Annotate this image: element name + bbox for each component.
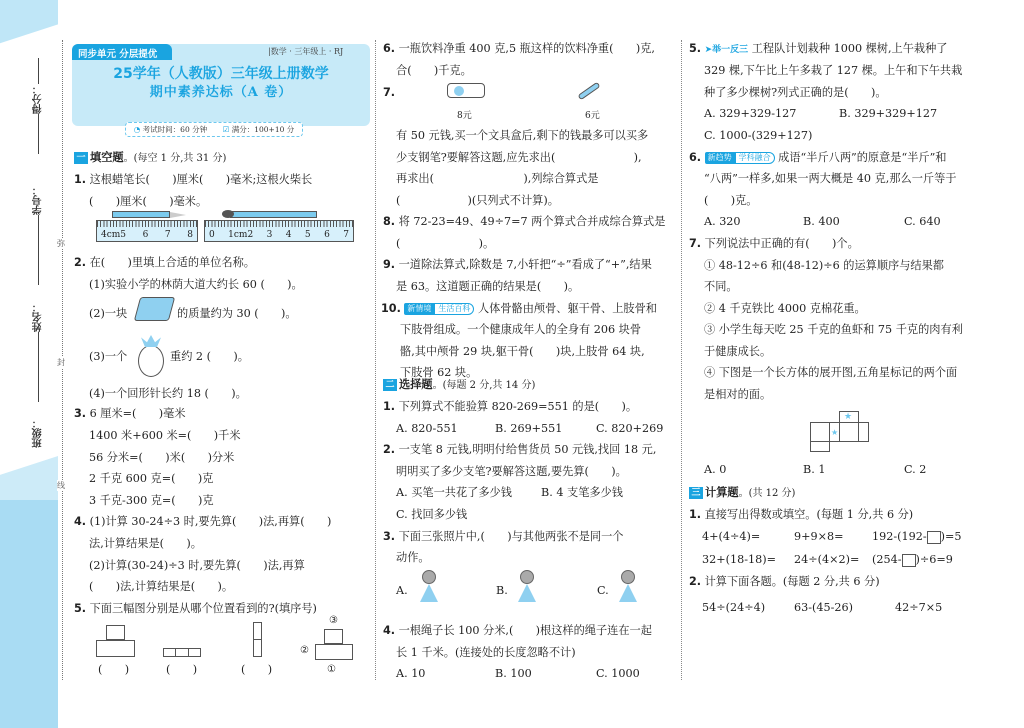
solid-figure-top <box>324 629 343 644</box>
tick-label: 4 <box>285 230 292 240</box>
question-number: 9. <box>383 258 396 271</box>
question-text: 工程队计划栽种 1000 棵树,上午栽种了 <box>751 42 948 55</box>
question-text: 下肢骨 62 块。 <box>400 366 478 379</box>
option-c[interactable]: C. 找回多少钱 <box>396 508 468 521</box>
question-5 <box>74 602 317 616</box>
class-label: 班级： <box>32 418 44 448</box>
subject-label: |数学 · 三年级上 · RJ <box>268 47 344 56</box>
question-text: 长 1 千米。(连接处的长度忽略不计) <box>396 646 576 659</box>
question-text[interactable]: 3 千克-300 克=( )克 <box>89 494 214 507</box>
girl-image-c <box>621 570 635 584</box>
choice-question-5 <box>689 42 948 57</box>
eraser-image <box>134 297 175 321</box>
pencil-box-decoration <box>454 86 464 96</box>
choice-question-6 <box>689 151 947 165</box>
question-text[interactable]: 下列算式不能验算 820-269=551 的是( )。 <box>398 400 638 413</box>
option-a[interactable]: A. <box>396 584 408 597</box>
question-text[interactable]: 下面三张照片中,( )与其他两张不是同一个 <box>398 530 624 543</box>
question-text[interactable]: 6 厘米=( )毫米 <box>89 407 186 420</box>
question-number: 6. <box>689 151 702 164</box>
question-text: 计算下面各题。(每题 2 分,共 6 分) <box>704 575 880 588</box>
option-a[interactable]: A. 10 <box>396 667 426 680</box>
option-b[interactable]: B. <box>496 584 508 597</box>
net-face <box>810 441 830 452</box>
view-figure-1-base <box>96 640 135 657</box>
choice-question-4 <box>383 624 652 638</box>
question-text: 329 棵,下午比上午多栽了 127 棵。上午和下午共栽 <box>704 64 963 77</box>
section-title: 填空题 <box>90 151 124 164</box>
question-number: 2. <box>74 256 87 269</box>
option-c[interactable]: C. 1000 <box>596 667 640 680</box>
match-head <box>222 210 234 218</box>
view-label-1: ① <box>327 664 336 675</box>
answer-blank[interactable]: ( ) <box>241 663 273 676</box>
solid-figure-base <box>315 644 353 660</box>
question-text[interactable]: ( )法,计算结果是( )。 <box>89 580 234 593</box>
tag-new-context: 新情境 <box>404 303 434 315</box>
underline <box>38 58 39 84</box>
option-c[interactable]: C. 640 <box>904 215 941 228</box>
statement-4-cont: 是相对的面。 <box>704 388 772 401</box>
page-subtitle: 期中素养达标（A 卷） <box>149 85 293 100</box>
question-text: 成语“半斤八两”的原意是“半斤”和 <box>778 151 947 164</box>
option-b[interactable]: B. 4 支笔多少钱 <box>541 486 623 499</box>
question-number: 1. <box>383 400 396 413</box>
section-badge: 三 <box>689 487 703 499</box>
calc-item[interactable]: 9+9×8= <box>794 530 844 543</box>
exam-info-bar <box>125 122 303 137</box>
calc-item[interactable]: 54÷(24÷4) <box>702 601 766 614</box>
series-tab: 同步单元 分层提优 <box>72 44 172 60</box>
question-text[interactable]: 明明买了多少支笔?要解答这题,要先算( )。 <box>396 465 627 478</box>
student-id-label: 学号： <box>32 185 44 215</box>
tick-label: 4cm5 <box>101 230 127 240</box>
check-icon: ☑ <box>222 125 230 134</box>
calc-item[interactable]: 24÷(4×2)= <box>794 553 860 566</box>
question-9 <box>383 258 652 272</box>
question-number: 3. <box>383 530 396 543</box>
option-c[interactable]: C. 1000-(329+127) <box>704 129 813 142</box>
pencil-box-image <box>447 83 485 98</box>
score-label: 得分： <box>32 84 44 114</box>
sub-question[interactable]: (4)一个回形针长约 18 ( )。 <box>89 387 247 400</box>
option-b[interactable]: B. 1 <box>803 463 826 476</box>
question-6 <box>383 42 655 56</box>
calc-question-1 <box>689 508 913 522</box>
clock-icon: ◔ <box>133 125 141 134</box>
option-a[interactable]: A. 0 <box>704 463 727 476</box>
net-face <box>858 422 869 442</box>
student-id-field[interactable] <box>30 185 46 285</box>
page-title: 25学年（人教版）三年级上册数学 <box>113 66 329 82</box>
question-number: 7. <box>689 237 702 250</box>
tick-label: 0 <box>209 230 215 240</box>
tick-label: 7 <box>343 230 349 240</box>
question-text[interactable]: 骼,其中颅骨 29 块,躯干骨( )块,上肢骨 64 块, <box>400 345 645 358</box>
question-1 <box>74 173 312 187</box>
question-number: 5. <box>74 602 87 615</box>
section-note: 。(每空 1 分,共 31 分) <box>123 153 227 164</box>
question-text: 一道除法算式,除数是 7,小轩把“÷”看成了“+”,结果 <box>398 258 652 271</box>
sub-question-text[interactable]: 重约 2 ( )。 <box>170 350 249 363</box>
tick-label: 3 <box>266 230 273 240</box>
statement-2: ② 4 千克铁比 4000 克棉花重。 <box>704 302 866 315</box>
choice-question-3 <box>383 530 623 544</box>
seal-char: 弥 <box>57 239 65 248</box>
sub-question[interactable] <box>89 307 127 321</box>
tick-label: 8 <box>187 230 193 240</box>
tag-subject-integration: 学科融合 <box>735 152 775 164</box>
underline <box>38 114 39 154</box>
question-number: 5. <box>689 42 702 55</box>
question-text: 有 50 元钱,买一个文具盒后,剩下的钱最多可以买多 <box>396 129 649 142</box>
answer-box[interactable] <box>902 554 916 567</box>
binding-fields <box>30 40 46 480</box>
option-c[interactable]: C. 2 <box>904 463 927 476</box>
tag-one-to-three: ➤举一反三 <box>704 45 749 55</box>
calc-text: )÷6=9 <box>915 553 953 566</box>
question-text[interactable]: 56 分米=( )米( )分米 <box>89 451 235 464</box>
left-decoration-strip <box>0 0 58 728</box>
question-4 <box>74 515 331 529</box>
choice-question-7 <box>689 237 859 251</box>
question-number: 4. <box>383 624 396 637</box>
question-10 <box>381 302 657 316</box>
answer-box[interactable] <box>927 531 941 544</box>
crayon-image <box>112 211 170 218</box>
question-text[interactable]: 合( )千克。 <box>396 64 472 77</box>
pen-image <box>577 82 600 101</box>
section-1-heading <box>74 151 226 166</box>
score-field[interactable] <box>30 58 46 154</box>
girl-dress-b <box>518 584 536 602</box>
view-label-3: ③ <box>329 615 338 626</box>
option-b[interactable]: B. 269+551 <box>495 422 563 435</box>
question-3 <box>74 407 186 421</box>
option-c[interactable]: C. 820+269 <box>596 422 664 435</box>
option-a[interactable]: A. 820-551 <box>396 422 458 435</box>
tick-label: 6 <box>324 230 330 240</box>
answer-blank[interactable]: ( ) <box>98 663 130 676</box>
calc-item[interactable]: 63-(45-26) <box>794 601 853 614</box>
choice-question-2 <box>383 443 656 457</box>
question-8 <box>383 215 665 229</box>
question-number: 7. <box>383 86 396 99</box>
question-text[interactable]: ( )厘米( )毫米。 <box>89 195 208 208</box>
exam-time-text: 考试时间：60 分钟 <box>142 125 208 134</box>
seal-char: 封 <box>57 358 65 367</box>
ruler-ticks <box>97 221 197 227</box>
choice-question-1 <box>383 400 637 414</box>
statement-1-cont: 不同。 <box>704 280 738 293</box>
question-text[interactable]: 再求出( ),列综合算式是 <box>396 172 599 185</box>
question-number: 8. <box>383 215 396 228</box>
exam-time <box>134 124 207 135</box>
calc-text: (254- <box>872 553 902 566</box>
underline <box>38 215 39 285</box>
tag-life-encyclopedia: 生活百科 <box>434 303 474 315</box>
sub-question-text[interactable]: (3)一个 <box>89 350 128 363</box>
section-2-heading <box>383 378 535 393</box>
question-text[interactable]: (1)计算 30-24÷3 时,要先算( )法,再算( ) <box>89 515 332 528</box>
question-7 <box>383 86 395 100</box>
question-text[interactable]: ( )(只列式不计算)。 <box>396 194 559 207</box>
option-a[interactable]: A. 买笔一共花了多少钱 <box>396 486 512 499</box>
question-text[interactable]: ( )克。 <box>704 194 758 207</box>
question-text: 在( )里填上合适的单位名称。 <box>89 256 255 269</box>
question-text[interactable]: 一根绳子长 100 分米,( )根这样的绳子连在一起 <box>398 624 652 637</box>
calc-question-2 <box>689 575 880 589</box>
girl-image-b <box>520 570 534 584</box>
option-a[interactable]: A. 329+329-127 <box>704 107 797 120</box>
view-figure-1-top <box>106 625 125 640</box>
option-b[interactable]: B. 400 <box>803 215 840 228</box>
tick-label: 6 <box>142 230 149 240</box>
section-title: 计算题 <box>705 486 739 499</box>
question-number: 1. <box>689 508 702 521</box>
pineapple-image <box>138 345 164 377</box>
full-score-text: 满分：100+10 分 <box>231 125 295 134</box>
girl-dress-c <box>619 584 637 602</box>
calc-item[interactable]: 32+(18-18)= <box>702 553 776 566</box>
net-face <box>810 422 830 442</box>
option-b[interactable]: B. 329+329+127 <box>839 107 938 120</box>
question-text[interactable]: 这根蜡笔长( )厘米( )毫米;这根火柴长 <box>89 173 313 186</box>
question-text[interactable]: 是 63。这道题正确的结果是( )。 <box>396 280 580 293</box>
name-field[interactable] <box>30 302 46 402</box>
girl-dress-a <box>420 584 438 602</box>
underline <box>38 332 39 402</box>
price-label: 6元 <box>585 111 600 121</box>
question-number: 1. <box>74 173 87 186</box>
section-note: 。(每题 2 分,共 14 分) <box>432 380 536 391</box>
decorative-shape <box>0 500 58 728</box>
net-face <box>839 422 859 442</box>
question-text: “八两”一样多,如果一两大概是 40 克,那么一斤等于 <box>704 172 957 185</box>
statement-3: ③ 小学生每天吃 25 千克的鱼虾和 75 千克的肉有利 <box>704 323 963 336</box>
ruler-labels <box>209 230 349 240</box>
sub-question[interactable]: (1)实验小学的林荫大道大约长 60 ( )。 <box>89 278 303 291</box>
question-text[interactable]: 2 千克 600 克=( )克 <box>89 472 214 485</box>
section-note: 。(共 12 分) <box>738 488 796 499</box>
question-number: 2. <box>689 575 702 588</box>
crayon-tip <box>170 212 186 218</box>
question-text[interactable]: 1400 米+600 米=( )千米 <box>89 429 241 442</box>
statement-1: ① 48-12÷6 和(48-12)÷6 的运算顺序与结果都 <box>704 259 944 272</box>
question-text: 一支笔 8 元钱,明明付给售货员 50 元钱,找回 18 元, <box>398 443 657 456</box>
question-text[interactable]: 少支钢笔?要解答这题,应先求出( ), <box>396 151 642 164</box>
answer-blank[interactable]: ( )。 <box>396 237 495 250</box>
question-2 <box>74 256 255 270</box>
calc-text: 192-(192- <box>872 530 927 543</box>
question-text[interactable]: (2)计算(30-24)÷3 时,要先算( )法,再算 <box>89 559 305 572</box>
sub-question-text: (2)一块 <box>89 307 128 320</box>
tag-new-trend: 新趋势 <box>705 152 735 164</box>
price-label: 8元 <box>457 111 472 121</box>
calc-item[interactable] <box>872 553 953 567</box>
decorative-shape <box>0 0 58 56</box>
question-text[interactable]: 下列说法中正确的有( )个。 <box>704 237 859 250</box>
star-icon: ★ <box>831 428 839 437</box>
section-badge: 一 <box>74 152 88 164</box>
question-text: 将 72-23=49、49÷7=7 两个算式合并成综合算式是 <box>398 215 666 228</box>
column-divider <box>681 40 682 680</box>
question-number: 10. <box>381 302 401 315</box>
question-text[interactable]: 一瓶饮料净重 400 克,5 瓶这样的饮料净重( )克, <box>398 42 655 55</box>
class-field[interactable] <box>30 418 46 448</box>
question-text: 直接写出得数或填空。(每题 1 分,共 6 分) <box>704 508 914 521</box>
full-score <box>223 124 295 135</box>
star-icon: ★ <box>844 412 853 422</box>
question-number: 4. <box>74 515 87 528</box>
statement-4: ④ 下图是一个长方体的展开图,五角星标记的两个面 <box>704 366 958 379</box>
calc-item[interactable] <box>872 530 962 544</box>
tick-label: 5 <box>304 230 311 240</box>
ruler-ticks <box>205 221 353 227</box>
question-text: 人体骨骼由颅骨、躯干骨、上肢骨和 <box>477 302 657 315</box>
ruler-right <box>204 220 354 242</box>
seal-char: 线 <box>57 481 65 490</box>
option-b[interactable]: B. 100 <box>495 667 532 680</box>
option-a[interactable]: A. 320 <box>704 215 741 228</box>
view-figure-3-divider <box>253 639 262 640</box>
question-number: 3. <box>74 407 87 420</box>
ruler-left <box>96 220 198 242</box>
option-c[interactable]: C. <box>597 584 609 597</box>
question-text[interactable]: 法,计算结果是( )。 <box>89 537 202 550</box>
question-text: 下肢骨组成。一个健康成年人的全身有 206 块骨 <box>400 323 642 336</box>
sub-question-text[interactable]: 的质量约为 30 ( )。 <box>177 307 297 320</box>
question-text[interactable]: 种了多少棵树?列式正确的是( )。 <box>704 86 887 99</box>
ruler-labels <box>101 230 193 240</box>
calc-item[interactable]: 42÷7×5 <box>895 601 943 614</box>
question-number: 6. <box>383 42 396 55</box>
tick-label: 1cm2 <box>228 230 254 240</box>
answer-blank[interactable]: ( ) <box>166 663 198 676</box>
pineapple-leaves <box>141 335 161 347</box>
question-text: 动作。 <box>396 551 430 564</box>
section-title: 选择题 <box>399 378 433 391</box>
question-text: 下面三幅图分别是从哪个位置看到的?(填序号) <box>89 602 317 615</box>
statement-3-cont: 于健康成长。 <box>704 345 772 358</box>
question-number: 2. <box>383 443 396 456</box>
section-3-heading <box>689 486 795 501</box>
section-badge: 二 <box>383 379 397 391</box>
name-label: 姓名： <box>32 302 44 332</box>
view-label-2: ② <box>300 645 309 656</box>
tick-label: 7 <box>164 230 171 240</box>
girl-image-a <box>422 570 436 584</box>
calc-item[interactable]: 4+(4÷4)= <box>702 530 761 543</box>
calc-text: )=5 <box>940 530 962 543</box>
view-figure-2-divider <box>175 648 189 657</box>
match-stick-image <box>230 211 317 218</box>
column-divider <box>375 40 376 680</box>
